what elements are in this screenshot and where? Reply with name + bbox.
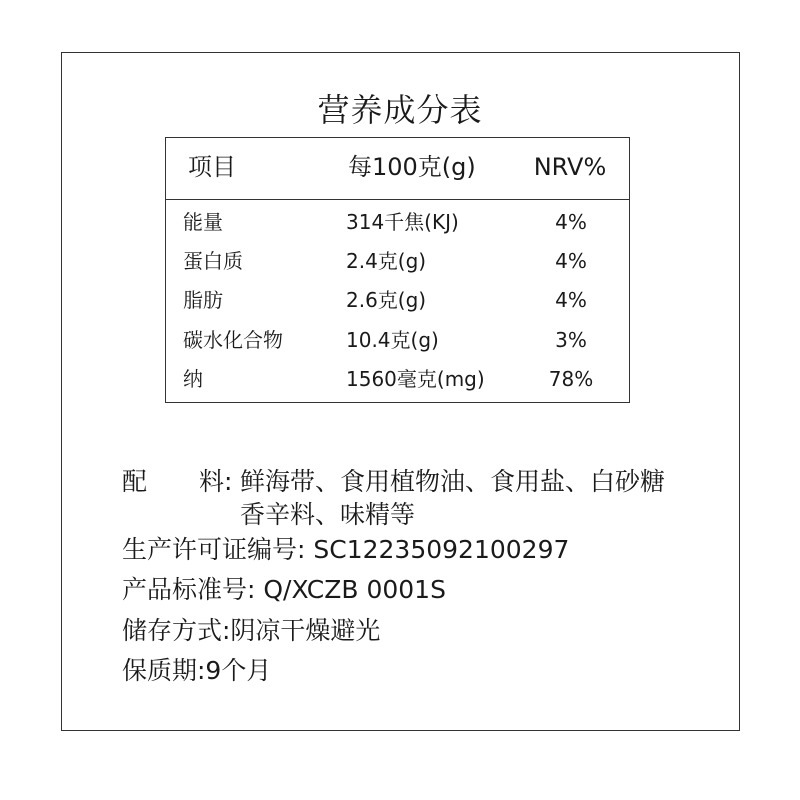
row-item: 能量 xyxy=(183,210,223,234)
ingredients-line-1: 鲜海带、食用植物油、食用盐、白砂糖 xyxy=(240,467,666,496)
shelf-life: 保质期:9个月 xyxy=(122,656,272,685)
row-nrv: 3% xyxy=(555,328,587,352)
header-item: 项目 xyxy=(188,153,236,181)
table-row xyxy=(166,359,629,398)
table-row xyxy=(166,320,629,359)
row-nrv: 78% xyxy=(548,367,594,391)
ingredients-label-first: 配 xyxy=(122,467,148,496)
nutrition-table xyxy=(165,137,630,403)
row-per100g: 2.6克(g) xyxy=(346,288,427,312)
row-per100g: 314千焦(KJ) xyxy=(346,210,459,234)
page-title: 营养成分表 xyxy=(317,91,483,129)
row-nrv: 4% xyxy=(555,210,587,234)
row-per100g: 10.4克(g) xyxy=(346,328,439,352)
ingredients-label xyxy=(122,465,232,499)
row-item: 纳 xyxy=(183,367,203,391)
header-nrv: NRV% xyxy=(533,153,607,181)
row-item: 碳水化合物 xyxy=(183,328,283,352)
license-number: 生产许可证编号: SC12235092100297 xyxy=(122,535,570,564)
table-header xyxy=(166,138,629,200)
row-item: 蛋白质 xyxy=(183,249,243,273)
row-nrv: 4% xyxy=(555,249,587,273)
table-row xyxy=(166,202,629,241)
row-nrv: 4% xyxy=(555,288,587,312)
header-per100g: 每100克(g) xyxy=(348,153,476,181)
row-item: 脂肪 xyxy=(183,288,223,312)
row-per100g: 1560毫克(mg) xyxy=(346,367,485,391)
ingredients-line-2: 香辛料、味精等 xyxy=(240,500,416,529)
table-row xyxy=(166,280,629,319)
product-standard: 产品标准号: Q/XCZB 0001S xyxy=(122,575,446,604)
ingredients-label-second: 料: xyxy=(199,467,233,496)
storage-method: 储存方式:阴凉干燥避光 xyxy=(122,616,381,645)
row-per100g: 2.4克(g) xyxy=(346,249,427,273)
table-row xyxy=(166,241,629,280)
